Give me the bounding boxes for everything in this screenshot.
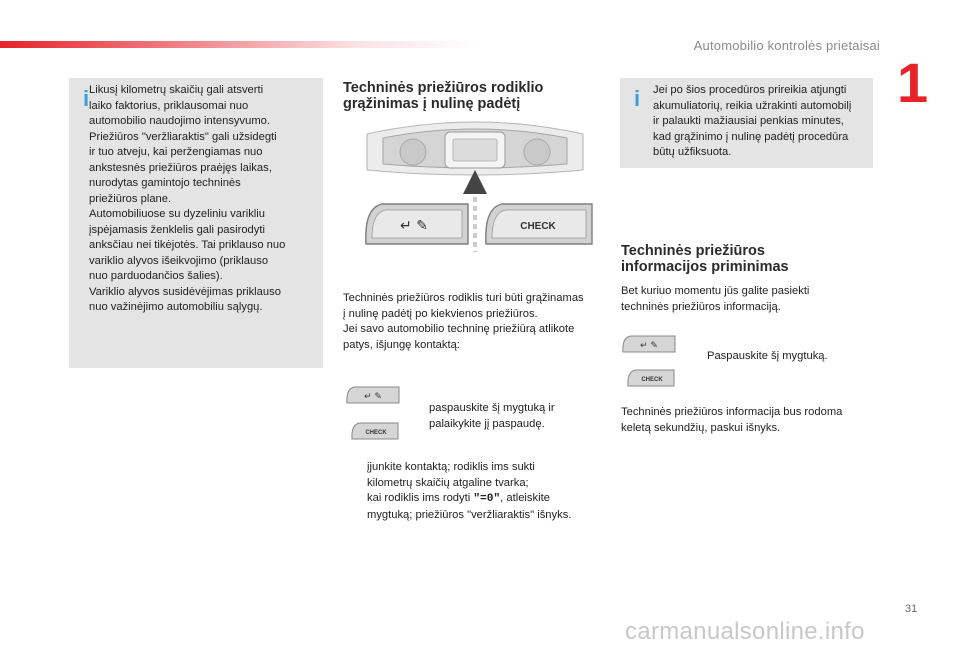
reminder-body-text: Bet kuriuo momentu jūs galite pasiekti techninės priežiūros informaciją. xyxy=(621,285,810,313)
reset-step-3-pre: kai rodiklis ims rodyti xyxy=(367,492,474,504)
reset-step-2: įjunkite kontaktą; rodiklis ims sukti kilometrų skaičių atgaline tvarka; xyxy=(367,461,535,489)
svg-text:↵ ✎: ↵ ✎ xyxy=(400,218,428,234)
info-box-left-text: Likusį kilometrų skaičių gali atsverti laiko faktorius, priklausomai nuo automobilio naudojimo intensyvumo. Priežiūros "veržliaraktis" gali užsidegti ir tuo atveju, kai peržengiamas nuo ankstesnės priežiūros praėjęs laikas, nurodytas gamintojo techninės priežiūros plane. Automobiliuose su dyzeliniu varikliu įspėjamasis ženklelis gali pasirodyti anksčiau nei tikėjotės. Tai priklauso nuo variklio alyvos išeikvojimo (priklauso nuo parduodančios šalies). Variklio alyvos susidėvėjimas priklauso nuo važinėjimo automobiliu sąlygų. xyxy=(89,84,286,313)
header-accent-bar xyxy=(0,41,480,48)
chapter-number: 1 xyxy=(897,51,929,114)
reset-step-3-post: , atleiskite mygtuką; priežiūros "veržliaraktis" išnyks. xyxy=(367,492,572,521)
info-box-left xyxy=(69,78,323,368)
trip-reset-button-icon xyxy=(345,385,401,405)
reset-heading: Techninės priežiūros rodiklio grąžinimas į nulinę padėtį xyxy=(343,80,544,112)
reset-step-1: paspauskite šį mygtuką ir palaikykite jį paspaudę. xyxy=(429,402,555,430)
reminder-footer-text: Techninės priežiūros informacija bus rodoma keletą sekundžių, paskui išnyks. xyxy=(621,406,843,434)
reset-step-3-code: "=0" xyxy=(473,493,501,505)
info-box-right-text: Jei po šios procedūros prireikia atjungti akumuliatorių, reikia užrakinti automobilį ir palaukti mažiausiai penkias minutes, kad grąžinimo į nulinę padėtį procedūra būtų užfiksuota. xyxy=(653,84,852,158)
reset-buttons-large-diagram xyxy=(360,198,600,250)
page-header-title: Automobilio kontrolės prietaisai xyxy=(693,38,880,53)
info-icon: i xyxy=(634,86,641,111)
trip-reset-button-icon xyxy=(621,334,677,354)
check-button-icon xyxy=(350,421,400,441)
watermark: carmanualsonline.info xyxy=(625,618,865,645)
info-box-right xyxy=(620,78,873,168)
reset-body-text: Techninės priežiūros rodiklis turi būti grąžinamas į nulinę padėtį po kiekvienos priežiūros. Jei savo automobilio techninę priežiūrą atlikote patys, išjungę kontaktą: xyxy=(343,292,584,351)
reminder-step-1: Paspauskite šį mygtuką. xyxy=(707,350,828,362)
info-icon: i xyxy=(83,86,90,111)
check-button-icon xyxy=(626,368,676,388)
svg-text:↵ ✎: ↵ ✎ xyxy=(640,341,658,351)
check-button-label: CHECK xyxy=(520,221,556,232)
page-number: 31 xyxy=(905,603,918,615)
svg-text:↵ ✎: ↵ ✎ xyxy=(364,392,382,402)
reset-step-3 xyxy=(367,491,602,523)
svg-text:CHECK: CHECK xyxy=(641,377,663,383)
reminder-heading: Techninės priežiūros informacijos priminimas xyxy=(621,243,789,275)
svg-text:CHECK: CHECK xyxy=(365,430,387,436)
